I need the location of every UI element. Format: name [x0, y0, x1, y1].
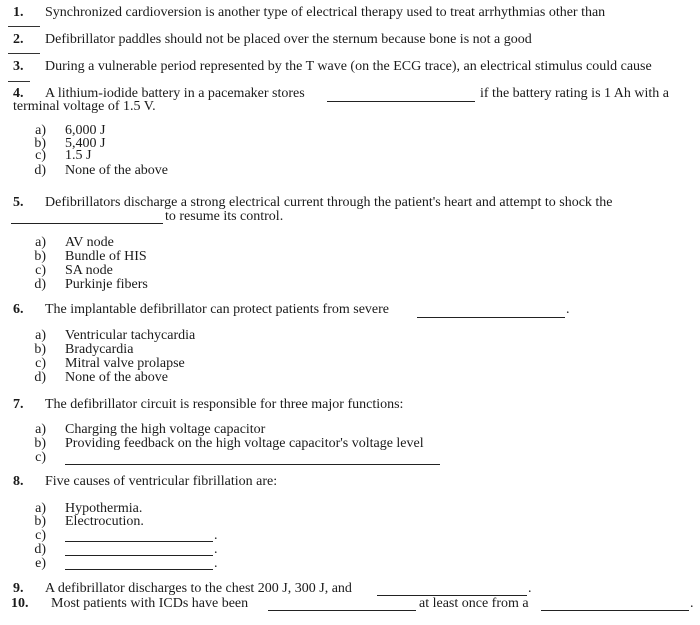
question-text-part2: to resume its control. [165, 209, 284, 224]
question-text: During a vulnerable period represented by the T wave (on the ECG trace), an electrical stimulus could cause [45, 59, 652, 74]
option-label: b) [34, 136, 46, 151]
option-label: c) [35, 263, 46, 278]
question-text-part2: if the battery rating is 1 Ah with a [480, 86, 669, 101]
end-punctuation: . [214, 556, 218, 571]
end-punctuation: . [690, 596, 694, 611]
option-text[interactable]: Hypothermia. [65, 501, 143, 516]
option-label: b) [34, 342, 46, 357]
option-label: a) [35, 328, 46, 343]
question-number: 9. [13, 581, 24, 596]
question-number: 1. [13, 5, 24, 20]
answer-blank[interactable] [268, 610, 416, 611]
end-punctuation: . [214, 528, 218, 543]
divider [8, 81, 30, 82]
option-label: a) [35, 422, 46, 437]
option-text[interactable]: 1.5 J [65, 148, 92, 163]
question-number: 5. [13, 195, 24, 210]
option-text[interactable]: None of the above [65, 370, 169, 385]
option-label: c) [35, 356, 46, 371]
answer-blank[interactable] [327, 101, 475, 102]
divider [8, 26, 40, 27]
option-text[interactable]: Charging the high voltage capacitor [65, 422, 266, 437]
answer-blank[interactable] [11, 223, 163, 224]
option-label: b) [34, 514, 46, 529]
question-number: 10. [11, 596, 29, 611]
question-text-part2: at least once from a [419, 596, 529, 611]
end-punctuation: . [214, 542, 218, 557]
option-label: d) [34, 542, 46, 557]
end-punctuation: . [566, 302, 570, 317]
option-label: b) [34, 249, 46, 264]
option-text[interactable]: AV node [65, 235, 114, 250]
option-label: c) [35, 148, 46, 163]
question-text-part1: Defibrillators discharge a strong electrical current through the patient's heart and attempt to shock the [45, 195, 613, 210]
divider [8, 53, 40, 54]
question-number: 8. [13, 474, 24, 489]
option-text[interactable]: Purkinje fibers [65, 277, 148, 292]
question-text-part3: terminal voltage of 1.5 V. [13, 99, 156, 114]
answer-blank[interactable] [417, 317, 565, 318]
option-text[interactable]: 6,000 J [65, 123, 106, 138]
answer-blank[interactable] [541, 610, 689, 611]
option-text[interactable]: Providing feedback on the high voltage capacitor's voltage level [65, 436, 424, 451]
option-text[interactable]: Bradycardia [65, 342, 134, 357]
question-text-part1: A lithium-iodide battery in a pacemaker stores [45, 86, 305, 101]
question-number: 2. [13, 32, 24, 47]
answer-blank[interactable] [65, 569, 213, 570]
answer-blank[interactable] [65, 541, 213, 542]
option-text[interactable]: Ventricular tachycardia [65, 328, 196, 343]
option-label: b) [34, 436, 46, 451]
question-text-part1: Most patients with ICDs have been [51, 596, 249, 611]
question-text: A defibrillator discharges to the chest 200 J, 300 J, and [45, 581, 352, 596]
option-text[interactable]: Mitral valve prolapse [65, 356, 185, 371]
question-number: 4. [13, 86, 24, 101]
question-text: Synchronized cardioversion is another type of electrical therapy used to treat arrhythmias other than [45, 5, 606, 20]
option-label: d) [34, 277, 46, 292]
option-label: c) [35, 450, 46, 465]
question-number: 6. [13, 302, 24, 317]
question-text: Defibrillator paddles should not be placed over the sternum because bone is not a good [45, 32, 532, 47]
question-text: The implantable defibrillator can protect patients from severe [45, 302, 390, 317]
answer-blank[interactable] [65, 555, 213, 556]
question-text: The defibrillator circuit is responsible for three major functions: [45, 397, 404, 412]
question-text: Five causes of ventricular fibrillation are: [45, 474, 278, 489]
option-label: e) [35, 556, 46, 571]
option-label: a) [35, 123, 46, 138]
option-text[interactable]: 5,400 J [65, 136, 106, 151]
option-text[interactable]: Bundle of HIS [65, 249, 147, 264]
answer-blank[interactable] [65, 464, 440, 465]
option-label: c) [35, 528, 46, 543]
option-text[interactable]: Electrocution. [65, 514, 144, 529]
option-label: d) [34, 370, 46, 385]
option-text[interactable]: None of the above [65, 163, 169, 178]
question-number: 3. [13, 59, 24, 74]
option-label: d) [34, 163, 46, 178]
option-text[interactable]: SA node [65, 263, 113, 278]
question-number: 7. [13, 397, 24, 412]
option-label: a) [35, 501, 46, 516]
end-punctuation: . [528, 581, 532, 596]
option-label: a) [35, 235, 46, 250]
